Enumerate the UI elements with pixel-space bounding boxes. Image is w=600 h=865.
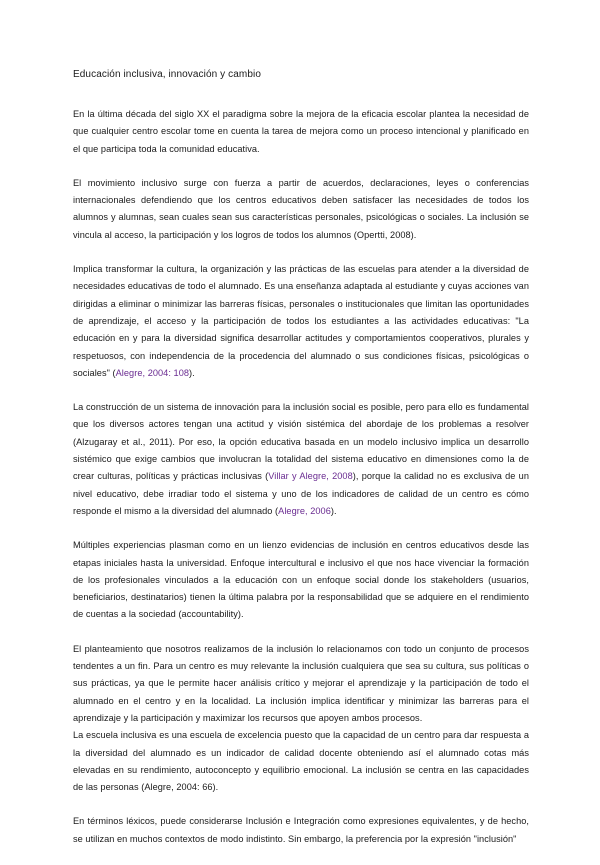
document-body [73, 68, 529, 865]
paragraph-3 [73, 261, 529, 382]
paragraph-5 [73, 537, 529, 623]
paragraph-1 [73, 106, 529, 158]
citation-link-villar-alegre-2008[interactable]: Villar y Alegre, 2008 [268, 471, 353, 482]
paragraph-text: ), porque la calidad no es exclusiva de un nivel educativo, debe irradiar todo el sistema y uno de los indicadores de calidad de un centro es cómo responde el mismo a la diversidad del alumnado ( [73, 471, 529, 516]
paragraph-7 [73, 727, 529, 796]
paragraph-6 [73, 641, 529, 727]
paragraph-text: El movimiento inclusivo surge con fuerza a partir de acuerdos, declaraciones, leyes o conferencias internacionales defendiendo que los centros educativos deben satisfacer las necesidades de todos los alumnos y alumnas, sean cuales sean sus características personales, psicológicas o sociales. La inclusión se vincula al acceso, la participación y los logros de todos los alumnos (Opertti, 2008). [73, 177, 529, 240]
paragraph-text: En términos léxicos, puede considerarse Inclusión e Integración como expresiones equivalentes, y de hecho, se utilizan en muchos contextos de modo indistinto. Sin embargo, la preferencia por la expresión "inclusión" [73, 816, 529, 844]
paragraph-text: La escuela inclusiva es una escuela de excelencia puesto que la capacidad de un centro para dar respuesta a la diversidad del alumnado es un indicador de calidad docente obteniendo así el alumnado cotas más elevadas en su rendimiento, autoconcepto y equilibrio emocional. La inclusión se centra en las capacidades de las personas (Alegre, 2004: 66). [73, 730, 529, 793]
citation-link-alegre-2004[interactable]: Alegre, 2004: 108 [115, 367, 190, 378]
document-title: Educación inclusiva, innovación y cambio [73, 69, 261, 80]
paragraph-text: El planteamiento que nosotros realizamos de la inclusión lo relacionamos con todo un conjunto de procesos tendentes a un fin. Para un centro es muy relevante la inclusión cualquiera que sea su cultura, sus políticas o sus prácticas, ya que le permite hacer análisis crítico y mejorar el aprendizaje y la participación de todo el alumnado en el centro y en la localidad. La inclusión implica identificar y minimizar las barreras para el aprendizaje y la participación y maximizar los recursos que apoyen ambos procesos. [73, 643, 529, 723]
paragraph-8 [73, 813, 529, 848]
paragraph-text: Múltiples experiencias plasman como en un lienzo evidencias de inclusión en centros educativos desde las etapas iniciales hasta la universidad. Enfoque intercultural e inclusivo el que nos hace vivenciar la formación de los profesionales vinculados a la educación con un enfoque social donde los stakeholders (usuarios, beneficiarios, destinatarios) tienen la última palabra por la responsabilidad que se adquiere en el rendimiento de cuentas a la sociedad (accountability). [73, 540, 529, 620]
paragraph-text: La construcción de un sistema de innovación para la inclusión social es posible, pero para ello es fundamental que los diversos actores tengan una actitud y visión sistémica del abordaje de los problemas a resolver (Alzugaray et al., 2011). Por eso, la opción educativa basada en un modelo inclusivo implica un desarrollo sistémico que exige cambios que involucran la totalidad del sistema educativo en dimensiones como la de crear culturas, políticas y prácticas inclusivas ( [73, 402, 529, 482]
paragraph-text: ). [330, 505, 337, 516]
paragraph-text: ). [189, 367, 195, 378]
paragraph-4 [73, 399, 529, 520]
paragraph-text: En la última década del siglo XX el paradigma sobre la mejora de la eficacia escolar plantea la necesidad de que cualquier centro escolar tome en cuenta la tarea de mejora como un proceso intencional y planificado en el que participa toda la comunidad educativa. [73, 109, 529, 154]
paragraph-text: Implica transformar la cultura, la organización y las prácticas de las escuelas para atender a la diversidad de necesidades educativas de todo el alumnado. Es una enseñanza adaptada al estudiante y cuyas acciones van dirigidas a eliminar o minimizar las barreras físicas, personales o institucionales que limitan las oportunidades de aprendizaje, el acceso y la participación de todos los estudiantes a las actividades educativas: "La educación en y para la diversidad significa desarrollar actitudes y comportamientos cooperativos, plurales y respetuosos, con independencia de la procedencia del alumnado o sus condiciones físicas, psicológicas o sociales" ( [73, 264, 529, 378]
paragraph-2 [73, 175, 529, 244]
citation-link-alegre-2006[interactable]: Alegre, 2006 [278, 505, 331, 516]
